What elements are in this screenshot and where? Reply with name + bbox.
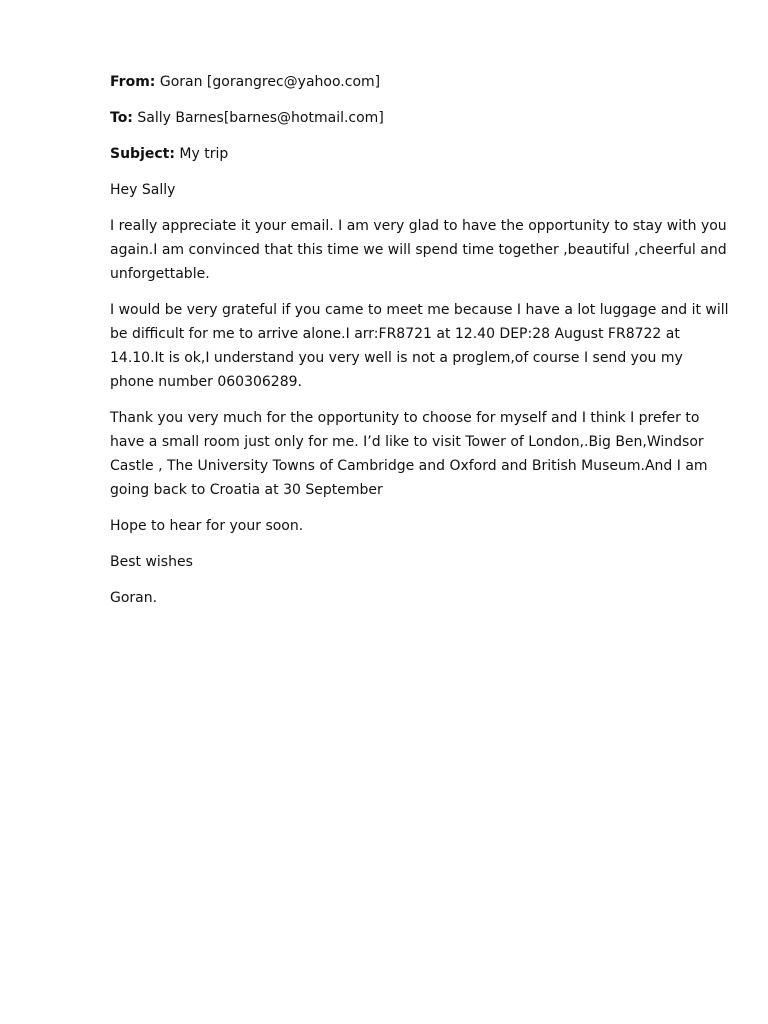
closing-line: Hope to hear for your soon. [110, 518, 304, 534]
subject-label: Subject: [110, 146, 175, 162]
signature: Goran. [110, 590, 158, 606]
to-value: Sally Barnes[barnes@hotmail.com] [132, 110, 384, 126]
subject-value: My trip [174, 146, 229, 162]
subject-line [110, 142, 730, 166]
to-label: To: [110, 110, 133, 126]
paragraph-2: I would be very grateful if you came to meet me because I have a lot luggage and it will be difficult for me to arrive alone.I arr:FR8721 at 12.40 DEP:28 August FR8722 at 14.10.It is ok,I understand you very well is not a proglem,of course I send you my phone number 060306289. [110, 302, 729, 390]
paragraph-3: Thank you very much for the opportunity to choose for myself and I think I prefer to have a small room just only for me. I’d like to visit Tower of London,.Big Ben,Windsor Castle , The University Towns of Cambridge and Oxford and British Museum.And I am going back to Croatia at 30 September [110, 410, 708, 498]
greeting: Hey Sally [110, 182, 176, 198]
to-line [110, 106, 730, 130]
email-letter [110, 70, 730, 622]
from-label: From: [110, 74, 156, 90]
sign-off: Best wishes [110, 554, 193, 570]
from-value: Goran [gorangrec@yahoo.com] [155, 74, 381, 90]
paragraph-1: I really appreciate it your email. I am very glad to have the opportunity to stay with you again.I am convinced that this time we will spend time together ,beautiful ,cheerful and unforgettable. [110, 218, 727, 282]
from-line [110, 70, 730, 94]
